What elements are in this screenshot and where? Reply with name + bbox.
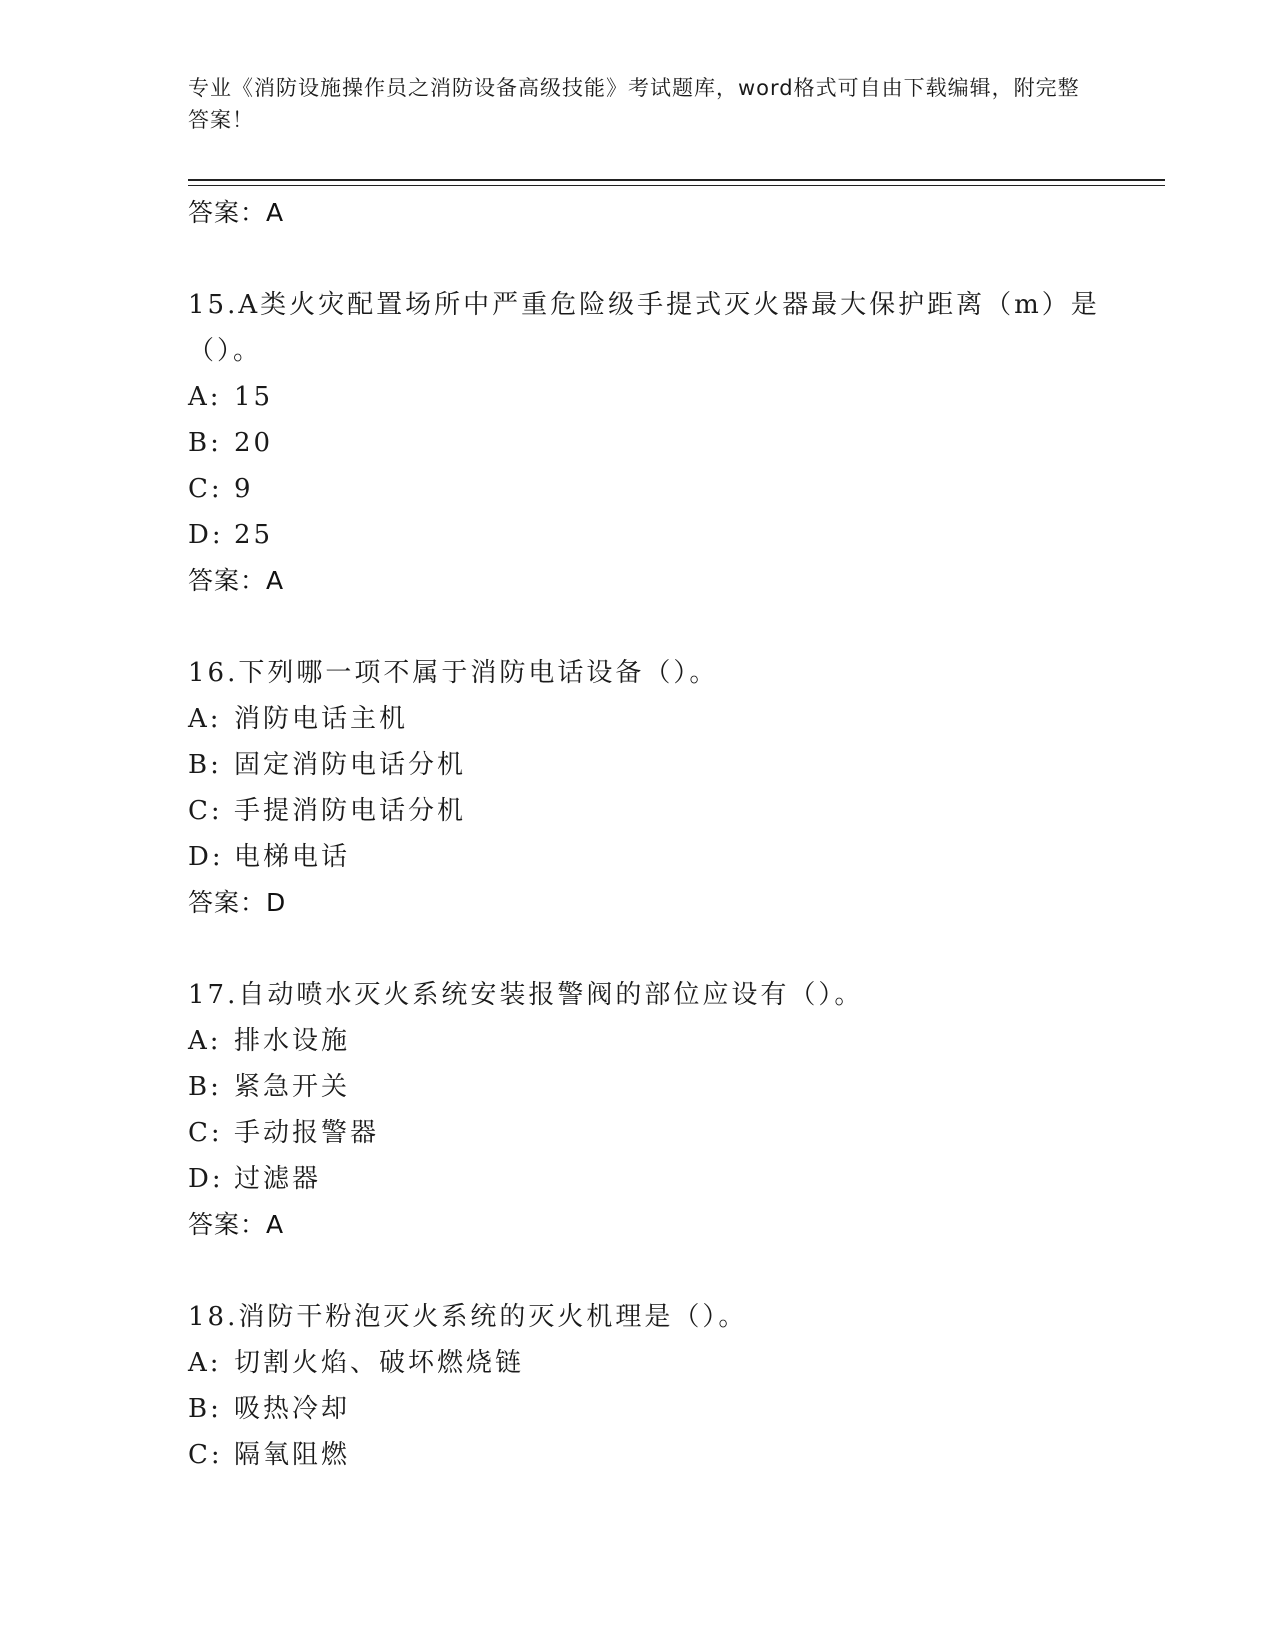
option-key: B: (188, 1394, 222, 1424)
option-value: 隔氧阻燃 (234, 1440, 351, 1470)
answer-line: 答案：A (188, 1210, 285, 1239)
option-value: 20 (234, 428, 274, 458)
option-value: 手动报警器 (234, 1118, 380, 1148)
question-text: 17.自动喷水灭火系统安装报警阀的部位应设有（）。 (188, 980, 864, 1010)
option-a (188, 374, 1148, 420)
option-key: D: (188, 520, 224, 550)
option-b (188, 420, 1148, 466)
option-value: 吸热冷却 (234, 1394, 351, 1424)
option-key: D: (188, 842, 224, 872)
option-a (188, 1340, 1148, 1386)
option-key: D: (188, 1164, 224, 1194)
answer-line: 答案：A (188, 566, 285, 595)
option-c (188, 788, 1148, 834)
option-key: C: (188, 474, 223, 504)
option-key: B: (188, 428, 222, 458)
option-b (188, 1064, 1148, 1110)
option-c (188, 1110, 1148, 1156)
option-c (188, 1432, 1148, 1478)
option-value: 消防电话主机 (234, 704, 409, 734)
option-b (188, 742, 1148, 788)
question-list (188, 188, 1148, 1478)
option-value: 25 (234, 520, 274, 550)
option-value: 排水设施 (234, 1026, 351, 1056)
option-key: A: (188, 382, 222, 412)
option-key: C: (188, 796, 223, 826)
option-key: B: (188, 750, 222, 780)
option-c (188, 466, 1148, 512)
answer-line: 答案：D (188, 888, 287, 917)
option-value: 过滤器 (234, 1164, 322, 1194)
option-value: 电梯电话 (234, 842, 351, 872)
option-a (188, 1018, 1148, 1064)
header-divider-thick (188, 179, 1165, 181)
question-item (188, 650, 1148, 926)
option-a (188, 696, 1148, 742)
option-key: A: (188, 1348, 222, 1378)
option-value: 固定消防电话分机 (234, 750, 467, 780)
option-key: C: (188, 1118, 223, 1148)
option-key: B: (188, 1072, 222, 1102)
question-item (188, 1294, 1148, 1478)
answer-line: 答案：A (188, 198, 285, 227)
question-text: 18.消防干粉泡灭火系统的灭火机理是（）。 (188, 1302, 748, 1332)
document-header: 专业《消防设施操作员之消防设备高级技能》考试题库，word格式可自由下载编辑，附完整答案！ (188, 76, 1080, 132)
option-value: 9 (234, 474, 254, 504)
option-value: 切割火焰、破坏燃烧链 (234, 1348, 525, 1378)
option-d (188, 512, 1148, 558)
option-b (188, 1386, 1148, 1432)
question-item (188, 972, 1148, 1248)
header-divider-thin (188, 185, 1165, 186)
question-text: 16.下列哪一项不属于消防电话设备（）。 (188, 658, 719, 688)
option-value: 手提消防电话分机 (234, 796, 467, 826)
question-text: 15.A类火灾配置场所中严重危险级手提式灭火器最大保护距离（m）是（）。 (188, 290, 1100, 366)
option-value: 紧急开关 (234, 1072, 351, 1102)
option-key: A: (188, 704, 222, 734)
option-d (188, 1156, 1148, 1202)
question-item (188, 282, 1148, 604)
option-value: 15 (234, 382, 274, 412)
option-d (188, 834, 1148, 880)
option-key: A: (188, 1026, 222, 1056)
option-key: C: (188, 1440, 223, 1470)
